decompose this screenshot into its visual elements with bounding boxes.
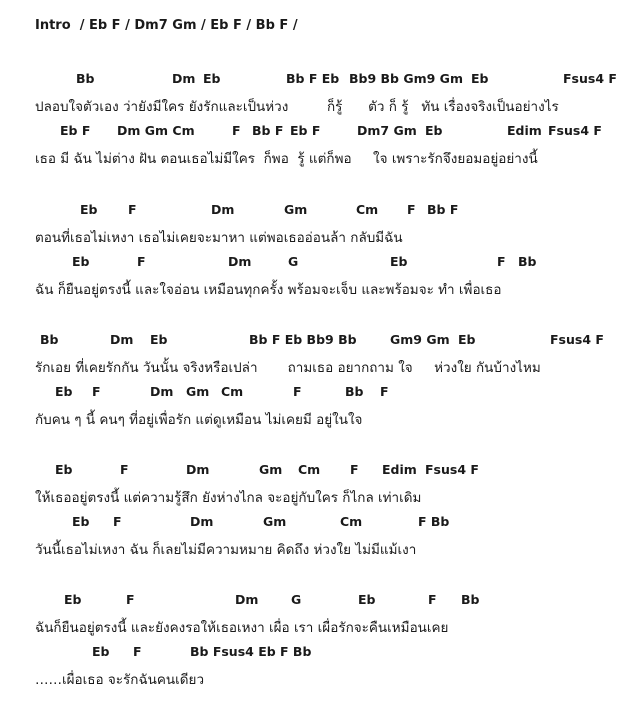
chord: Eb xyxy=(425,123,443,138)
chord: Cm xyxy=(340,514,363,529)
chord: F xyxy=(350,462,359,477)
chord: F xyxy=(126,592,135,607)
chord: F xyxy=(428,592,437,607)
chord: F xyxy=(380,384,389,399)
chord-line xyxy=(0,71,627,89)
lyric-line: ฉัน ก็ยืนอยู่ตรงนี้ และใจอ่อน เหมือนทุกครั้ง พร้อมจะเจ็บ และพร้อมจะ ทำ เพื่อเธอ xyxy=(35,282,502,298)
chord: Eb xyxy=(471,71,489,86)
lyric-line: ……เผื่อเธอ จะรักฉันคนเดียว xyxy=(35,672,205,688)
chord: F xyxy=(407,202,416,217)
chord: F xyxy=(293,384,302,399)
chord: Gm xyxy=(186,384,210,399)
chord: F Bb xyxy=(418,514,450,529)
chord: F xyxy=(137,254,146,269)
chord: Bb F xyxy=(252,123,284,138)
chord: Eb xyxy=(92,644,110,659)
chord: Dm xyxy=(235,592,259,607)
lyric-line: กับคน ๆ นี้ คนๆ ที่อยู่เพื่อรัก แต่ดูเหมือน ไม่เคยมี อยู่ในใจ xyxy=(35,412,363,428)
intro-chords: Intro / Eb F / Dm7 Gm / Eb F / Bb F / xyxy=(35,18,298,33)
chord: Dm7 Gm xyxy=(357,123,417,138)
chord: Eb F xyxy=(290,123,321,138)
chord-line xyxy=(0,514,627,532)
chord: Eb xyxy=(72,514,90,529)
chord: Eb xyxy=(150,332,168,347)
chord: Fsus4 F xyxy=(548,123,602,138)
lyric-line: เธอ มี ฉัน ไม่ต่าง ฝัน ตอนเธอไม่มีใคร ก็พอ รู้ แต่ก็พอ ใจ เพราะรักจึงยอมอยู่อย่างนี้ xyxy=(35,151,538,167)
chord-line xyxy=(0,202,627,220)
chord-line xyxy=(0,123,627,141)
chord-line xyxy=(0,592,627,610)
chord: G xyxy=(288,254,299,269)
chord: Cm xyxy=(356,202,379,217)
chord: Bb F Eb xyxy=(286,71,340,86)
chord: Gm xyxy=(284,202,308,217)
chord: Eb xyxy=(203,71,221,86)
chord: Dm xyxy=(211,202,235,217)
chord: Gm9 Gm xyxy=(390,332,450,347)
chord: Bb xyxy=(40,332,59,347)
chord: Bb F Eb Bb9 Bb xyxy=(249,332,357,347)
chord: F xyxy=(113,514,122,529)
chord: F xyxy=(232,123,241,138)
chord: Dm xyxy=(228,254,252,269)
chord: Edim xyxy=(382,462,417,477)
chord: Eb xyxy=(390,254,408,269)
chord: Dm xyxy=(186,462,210,477)
chord: Dm xyxy=(110,332,134,347)
chord: Cm xyxy=(221,384,244,399)
chord-line xyxy=(0,644,627,662)
chord: Eb xyxy=(55,462,73,477)
chord: Eb xyxy=(64,592,82,607)
chord: F xyxy=(128,202,137,217)
chord: G xyxy=(291,592,302,607)
chord: Edim xyxy=(507,123,542,138)
chord: Dm xyxy=(150,384,174,399)
chord: Bb F xyxy=(427,202,459,217)
chord: Gm xyxy=(259,462,283,477)
chord: Dm xyxy=(172,71,196,86)
chord: Fsus4 F xyxy=(550,332,604,347)
chord: Eb xyxy=(458,332,476,347)
chord: Fsus4 F xyxy=(563,71,617,86)
chord: Eb xyxy=(358,592,376,607)
chord: Dm Gm Cm xyxy=(117,123,195,138)
lyric-line: ให้เธออยู่ตรงนี้ แต่ความรู้สึก ยังห่างไกล จะอยู่กับใคร ก็ไกล เท่าเดิม xyxy=(35,490,422,506)
chord: F xyxy=(497,254,506,269)
lyric-line: รักเอย ที่เคยรักกัน วันนั้น จริงหรือเปล่า ถามเธอ อยากถาม ใจ ห่วงใย กันบ้างไหม xyxy=(35,360,541,376)
chord: Bb xyxy=(518,254,537,269)
chord: Eb xyxy=(55,384,73,399)
chord: Bb xyxy=(345,384,364,399)
chord: Eb F xyxy=(60,123,91,138)
chord: F xyxy=(92,384,101,399)
lyric-line: ฉันก็ยืนอยู่ตรงนี้ และยังคงรอให้เธอเหงา เผื่อ เรา เผื่อรักจะคืนเหมือนเคย xyxy=(35,620,449,636)
chord-line xyxy=(0,332,627,350)
chord-line xyxy=(0,254,627,272)
chord: Gm xyxy=(263,514,287,529)
chord: F xyxy=(120,462,129,477)
chord-line xyxy=(0,462,627,480)
chord: Dm xyxy=(190,514,214,529)
chord-line xyxy=(0,384,627,402)
lyric-line: ปลอบใจตัวเอง ว่ายังมีใคร ยังรักและเป็นห่วง ก็รู้ ตัว ก็ รู้ ทัน เรื่องจริงเป็นอย่างไร xyxy=(35,99,559,115)
lyric-line: ตอนที่เธอไม่เหงา เธอไม่เคยจะมาหา แต่พอเธออ่อนล้า กลับมีฉัน xyxy=(35,230,403,246)
lyric-line: วันนี้เธอไม่เหงา ฉัน ก็เลยไม่มีความหมาย คิดถึง ห่วงใย ไม่มีแม้เงา xyxy=(35,542,417,558)
chord: F xyxy=(133,644,142,659)
chord: Bb xyxy=(76,71,95,86)
chord: Eb xyxy=(72,254,90,269)
chord: Bb xyxy=(461,592,480,607)
chord: Bb Fsus4 Eb F Bb xyxy=(190,644,312,659)
chord: Fsus4 F xyxy=(425,462,479,477)
chord: Eb xyxy=(80,202,98,217)
chord: Cm xyxy=(298,462,321,477)
chord: Bb9 Bb Gm9 Gm xyxy=(349,71,463,86)
